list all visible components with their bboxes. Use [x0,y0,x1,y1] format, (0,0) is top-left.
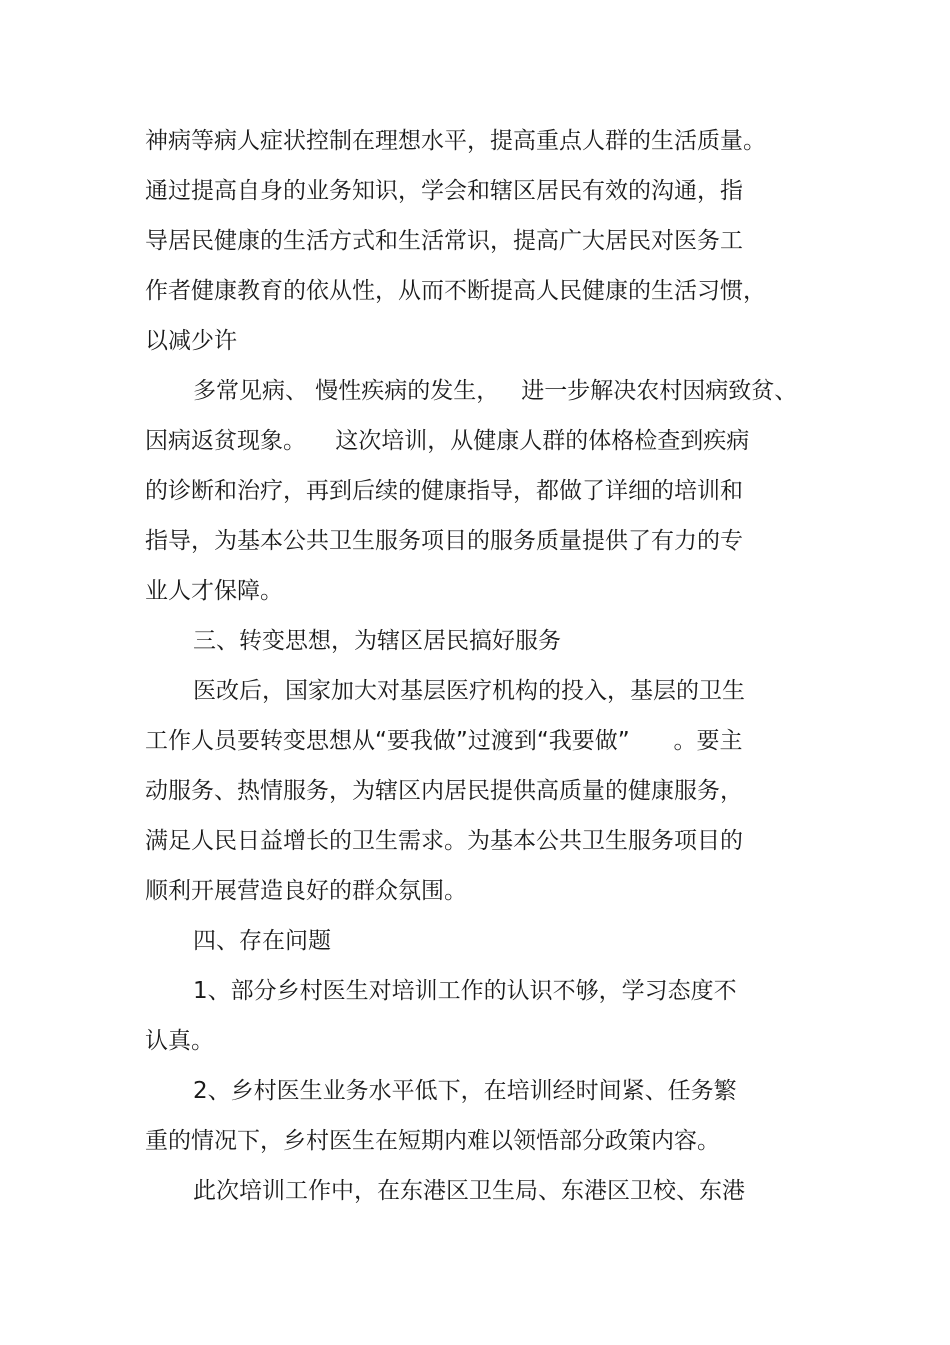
text-line-21: 重的情况下，乡村医生在短期内难以领悟部分政策内容。 [145,1128,720,1154]
text-line-6: 多常见病、 慢性疾病的发生， 进一步解决农村因病致贫、 [193,378,798,404]
section-heading-3: 三、转变思想，为辖区居民搞好服务 [193,628,561,654]
text-line-3: 导居民健康的生活方式和生活常识，提高广大居民对医务工 [145,228,743,254]
section-heading-4: 四、存在问题 [193,928,331,954]
text-line-13: 工作人员要转变思想从“要我做”过渡到“我要做” 。要主 [145,728,743,754]
list-item-2: 2、乡村医生业务水平低下，在培训经时间紧、任务繁 [193,1078,737,1104]
text-line-15: 满足人民日益增长的卫生需求。为基本公共卫生服务项目的 [145,828,743,854]
text-line-14: 动服务、热情服务，为辖区内居民提供高质量的健康服务， [145,778,743,804]
text-line-2: 通过提高自身的业务知识，学会和辖区居民有效的沟通，指 [145,178,743,204]
text-line-16: 顺利开展营造良好的群众氛围。 [145,878,467,904]
list-item-1: 1、部分乡村医生对培训工作的认识不够，学习态度不 [193,978,737,1004]
text-line-8: 的诊断和治疗，再到后续的健康指导，都做了详细的培训和 [145,478,743,504]
text-line-12: 医改后，国家加大对基层医疗机构的投入，基层的卫生 [193,678,745,704]
text-line-7: 因病返贫现象。 这次培训，从健康人群的体格检查到疾病 [145,428,750,454]
text-line-19: 认真。 [145,1028,214,1054]
text-line-1: 神病等病人症状控制在理想水平，提高重点人群的生活质量。 [145,128,766,154]
text-line-22: 此次培训工作中，在东港区卫生局、东港区卫校、东港 [193,1178,745,1204]
text-line-4: 作者健康教育的依从性，从而不断提高人民健康的生活习惯， [145,278,766,304]
text-line-9: 指导，为基本公共卫生服务项目的服务质量提供了有力的专 [145,528,743,554]
text-line-5: 以减少许 [145,328,237,354]
text-line-10: 业人才保障。 [145,578,283,604]
